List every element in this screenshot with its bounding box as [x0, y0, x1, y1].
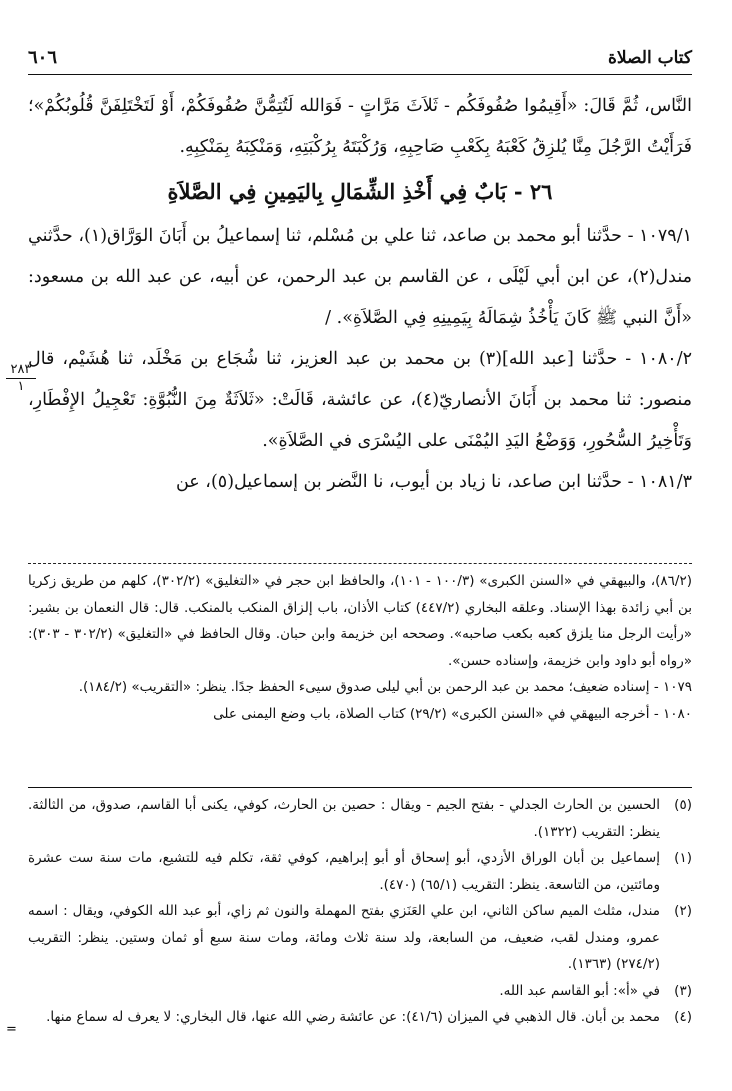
- continued-paragraph: النَّاس، ثُمَّ قَالَ: «أَقِيمُوا صُفُوفَكُم - ثَلاَثَ مَرَّاتٍ - فَوَالله لَتُتِمُّنَّ صُفُوفَكُمْ، أَوْ لَتَخْتَلِفَنَّ قُلُوبُكُمْ»؛ فَرَأَيْتُ الرَّجُلَ مِنَّا يُلزِقُ كَعْبَهُ بِكَعْبِ صَاحِبِهِ، وَرُكْبَتَهُ بِرُكْبَتِهِ، وَمَنْكِبَهُ بِمَنْكِبِهِ.: [28, 96, 692, 157]
- takhrij-1079: ١٠٧٩ - إسناده ضعيف؛ محمد بن عبد الرحمن بن أبي ليلى صدوق سيىء الحفظ جدًا. ينظر: «التقريب» (١٨٤/٢).: [78, 679, 692, 695]
- side-mark: =: [6, 1022, 17, 1037]
- takhrij-1080: ١٠٨٠ - أخرجه البيهقي في «السنن الكبرى» (٢٩/٢) كتاب الصلاة، باب وضع اليمنى على: [213, 705, 692, 722]
- hadith-1079: ١٠٧٩/١ - حدَّثنا أبو محمد بن صاعد، ثنا علي بن مُسْلم، ثنا إسماعيلُ بن أَبَانَ الوَرَّاق(١)، حدَّثني مندل(٢)، عن ابن أبي لَيْلَى ، عن القاسم بن عبد الرحمن، عن أبيه، عن عبد الله بن مسعود: «أَنَّ النبي ﷺ كَانَ يَأْخُذُ شِمَالَهُ بِيَمِينِهِ فِي الصَّلاَةِ». /: [28, 226, 692, 328]
- footnote-number: (٣): [674, 982, 692, 999]
- book-section-title: كتاب الصلاة: [607, 48, 692, 68]
- footnotes: [28, 792, 692, 1031]
- footnote-number: (١): [674, 850, 692, 866]
- footnote-text: في «أ»: أبو القاسم عبد الله.: [499, 982, 660, 999]
- hadith-1081: ١٠٨١/٣ - حدَّثنا ابن صاعد، نا زياد بن أيوب، نا النَّضر بن إسماعيل(٥)، عن: [175, 472, 692, 492]
- footnote-text: إسماعيل بن أبان الوراق الأزدي، أبو إسحاق أو أبو إبراهيم، كوفي ثقة، تكلم فيه للتشيع، مات سنة ست عشرة ومائتين، من التاسعة. ينظر: التقريب (٦٥/١) (٤٧٠).: [28, 850, 660, 893]
- marker-page: ٢٨٣: [6, 362, 36, 379]
- footnote-number: (٤): [674, 1009, 692, 1025]
- footnote-text: محمد بن أبان. قال الذهبي في الميزان (٤١/٦): عن عائشة رضي الله عنها، قال البخاري: لا يعرف له سماع منها.: [46, 1009, 660, 1025]
- hadith-1080: ١٠٨٠/٢ - حدَّثنا [عبد الله](٣) بن محمد بن عبد العزيز، ثنا شُجَاع بن مَخْلَد، ثنا هُشَيْم، قال منصور: ثنا محمد بن أَبَانَ الأنصاريّ(٤)، عن عائشة، قَالَتْ: «ثَلاَثَةٌ مِنَ النُّبُوَّةِ: تَعْجِيلُ الإِفْطَارِ، وَتَأْخِيرُ السُّحُورِ، وَوَضْعُ اليَدِ اليُمْنَى على اليُسْرَى في الصَّلاَةِ».: [28, 349, 692, 451]
- footnote-text: مندل، مثلث الميم ساكن الثاني، ابن علي العَنَزي بفتح المهملة والنون ثم زاي، أبو عبد الله الكوفي، ويقال : اسمه عمرو، ومندل لقب، ضعيف، من السابعة، ولد سنة ثلاث ومائة، ومات سنة سبع أو ثمان وستين. ينظر: التقريب (٢٧٤/٢) (١٣٦٣).: [28, 903, 660, 972]
- takhrij-notes: [28, 568, 692, 727]
- chapter-heading: ٢٦ - بَابٌ فِي أَخْذِ الشِّمَالِ بِاليَمِينِ فِي الصَّلاَةِ: [167, 179, 553, 204]
- footnote-number: (٢): [674, 903, 692, 919]
- marker-side: ١: [17, 379, 25, 394]
- footnote-divider: [28, 787, 692, 788]
- original-page-marker: [6, 362, 36, 394]
- footnote: [28, 978, 692, 1005]
- footnote: [28, 1004, 692, 1031]
- page-header: [28, 40, 692, 75]
- dashed-divider: [28, 563, 692, 564]
- footnote: [28, 792, 692, 845]
- footnote-number: (٥): [674, 797, 692, 813]
- main-text: [28, 86, 692, 503]
- footnote-text: الحسين بن الحارث الجدلي - بفتح الجيم - ويقال : حصين بن الحارث، كوفي، يكنى أبا القاسم، صدوق، من الثالثة. ينظر: التقريب (١٣٢٢).: [28, 797, 660, 840]
- footnote: [28, 898, 692, 978]
- takhrij-paragraph: (٨٦/٢)، والبيهقي في «السنن الكبرى» (١٠٠/٣ - ١٠١)، والحافظ ابن حجر في «التغليق» (٣٠٢/٢)، كلهم من طريق زكريا بن أبي زائدة بهذا الإسناد. وعلقه البخاري (٤٤٧/٢) كتاب الأذان، باب إلزاق المنكب بالمنكب. قال: قال النعمان بن بشير: «رأيت الرجل منا يلزق كعبه بكعب صاحبه». وصححه ابن خزيمة وابن حبان. وقال الحافظ في «التغليق» (٣٠٢/٢ - ٣٠٣): «رواه أبو داود وابن خزيمة، وإسناده حسن».: [28, 573, 692, 669]
- footnote: [28, 845, 692, 898]
- page-number: ٦٠٦: [28, 47, 58, 68]
